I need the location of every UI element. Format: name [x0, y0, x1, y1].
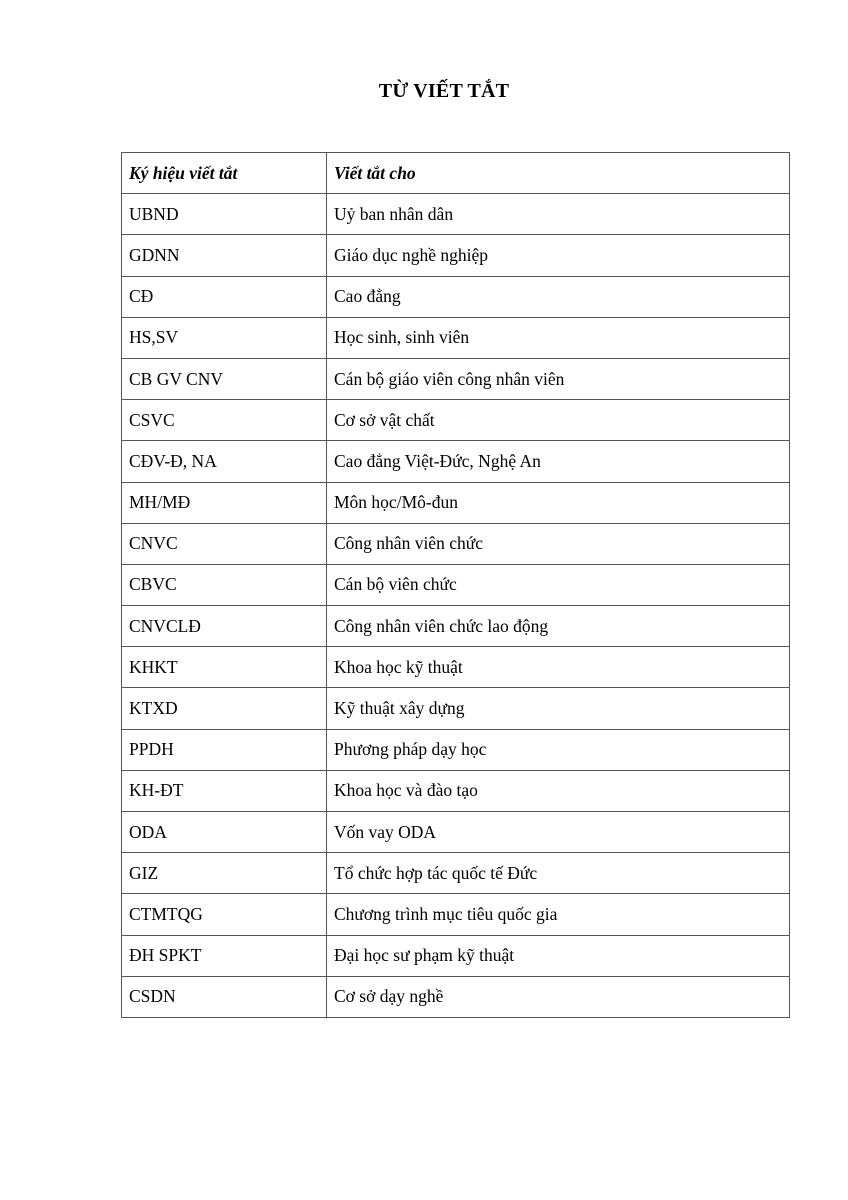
meaning-cell: Tổ chức hợp tác quốc tế Đức: [327, 853, 790, 894]
meaning-cell: Phương pháp dạy học: [327, 729, 790, 770]
abbreviation-cell: CBVC: [122, 564, 327, 605]
meaning-cell: Kỹ thuật xây dựng: [327, 688, 790, 729]
meaning-cell: Công nhân viên chức lao động: [327, 606, 790, 647]
abbreviations-table: [121, 152, 790, 1018]
abbreviation-cell: PPDH: [122, 729, 327, 770]
meaning-cell: Cơ sở vật chất: [327, 400, 790, 441]
abbreviation-cell: HS,SV: [122, 317, 327, 358]
meaning-cell: Cao đẳng Việt-Đức, Nghệ An: [327, 441, 790, 482]
abbreviation-cell: KH-ĐT: [122, 770, 327, 811]
meaning-cell: Cơ sở dạy nghề: [327, 976, 790, 1017]
header-meaning: Viết tắt cho: [327, 153, 790, 194]
meaning-cell: Cao đẳng: [327, 276, 790, 317]
abbreviation-cell: CNVC: [122, 523, 327, 564]
table-row: [122, 812, 790, 853]
meaning-cell: Khoa học kỹ thuật: [327, 647, 790, 688]
table-row: [122, 935, 790, 976]
page-title: TỪ VIẾT TẮT: [378, 80, 510, 102]
table-row: [122, 317, 790, 358]
abbreviation-cell: MH/MĐ: [122, 482, 327, 523]
table-row: [122, 441, 790, 482]
table-row: [122, 523, 790, 564]
meaning-cell: Học sinh, sinh viên: [327, 317, 790, 358]
table-row: [122, 688, 790, 729]
meaning-cell: Giáo dục nghề nghiệp: [327, 235, 790, 276]
abbreviation-cell: CĐV-Đ, NA: [122, 441, 327, 482]
abbreviation-cell: CSVC: [122, 400, 327, 441]
table-row: [122, 482, 790, 523]
meaning-cell: Cán bộ viên chức: [327, 564, 790, 605]
meaning-cell: Cán bộ giáo viên công nhân viên: [327, 358, 790, 399]
meaning-cell: Công nhân viên chức: [327, 523, 790, 564]
table-row: [122, 276, 790, 317]
meaning-cell: Khoa học và đào tạo: [327, 770, 790, 811]
table-row: [122, 770, 790, 811]
table-row: [122, 564, 790, 605]
abbreviation-cell: CNVCLĐ: [122, 606, 327, 647]
abbreviation-cell: GDNN: [122, 235, 327, 276]
meaning-cell: Đại học sư phạm kỹ thuật: [327, 935, 790, 976]
table-row: [122, 400, 790, 441]
abbreviation-cell: ĐH SPKT: [122, 935, 327, 976]
meaning-cell: Môn học/Mô-đun: [327, 482, 790, 523]
meaning-cell: Uỷ ban nhân dân: [327, 194, 790, 235]
header-abbreviation: Ký hiệu viết tắt: [122, 153, 327, 194]
abbreviation-cell: KHKT: [122, 647, 327, 688]
abbreviation-cell: CB GV CNV: [122, 358, 327, 399]
abbreviation-cell: ODA: [122, 812, 327, 853]
table-row: [122, 606, 790, 647]
abbreviation-cell: CSDN: [122, 976, 327, 1017]
abbreviation-cell: CTMTQG: [122, 894, 327, 935]
abbreviation-cell: UBND: [122, 194, 327, 235]
abbreviation-cell: KTXD: [122, 688, 327, 729]
table-row: [122, 853, 790, 894]
table-row: [122, 976, 790, 1017]
table-row: [122, 729, 790, 770]
table-row: [122, 358, 790, 399]
table-row: [122, 235, 790, 276]
table-header-row: [122, 153, 790, 194]
table-row: [122, 894, 790, 935]
meaning-cell: Chương trình mục tiêu quốc gia: [327, 894, 790, 935]
meaning-cell: Vốn vay ODA: [327, 812, 790, 853]
table-row: [122, 647, 790, 688]
table-body: [122, 194, 790, 1018]
table-row: [122, 194, 790, 235]
abbreviation-cell: GIZ: [122, 853, 327, 894]
abbreviation-cell: CĐ: [122, 276, 327, 317]
